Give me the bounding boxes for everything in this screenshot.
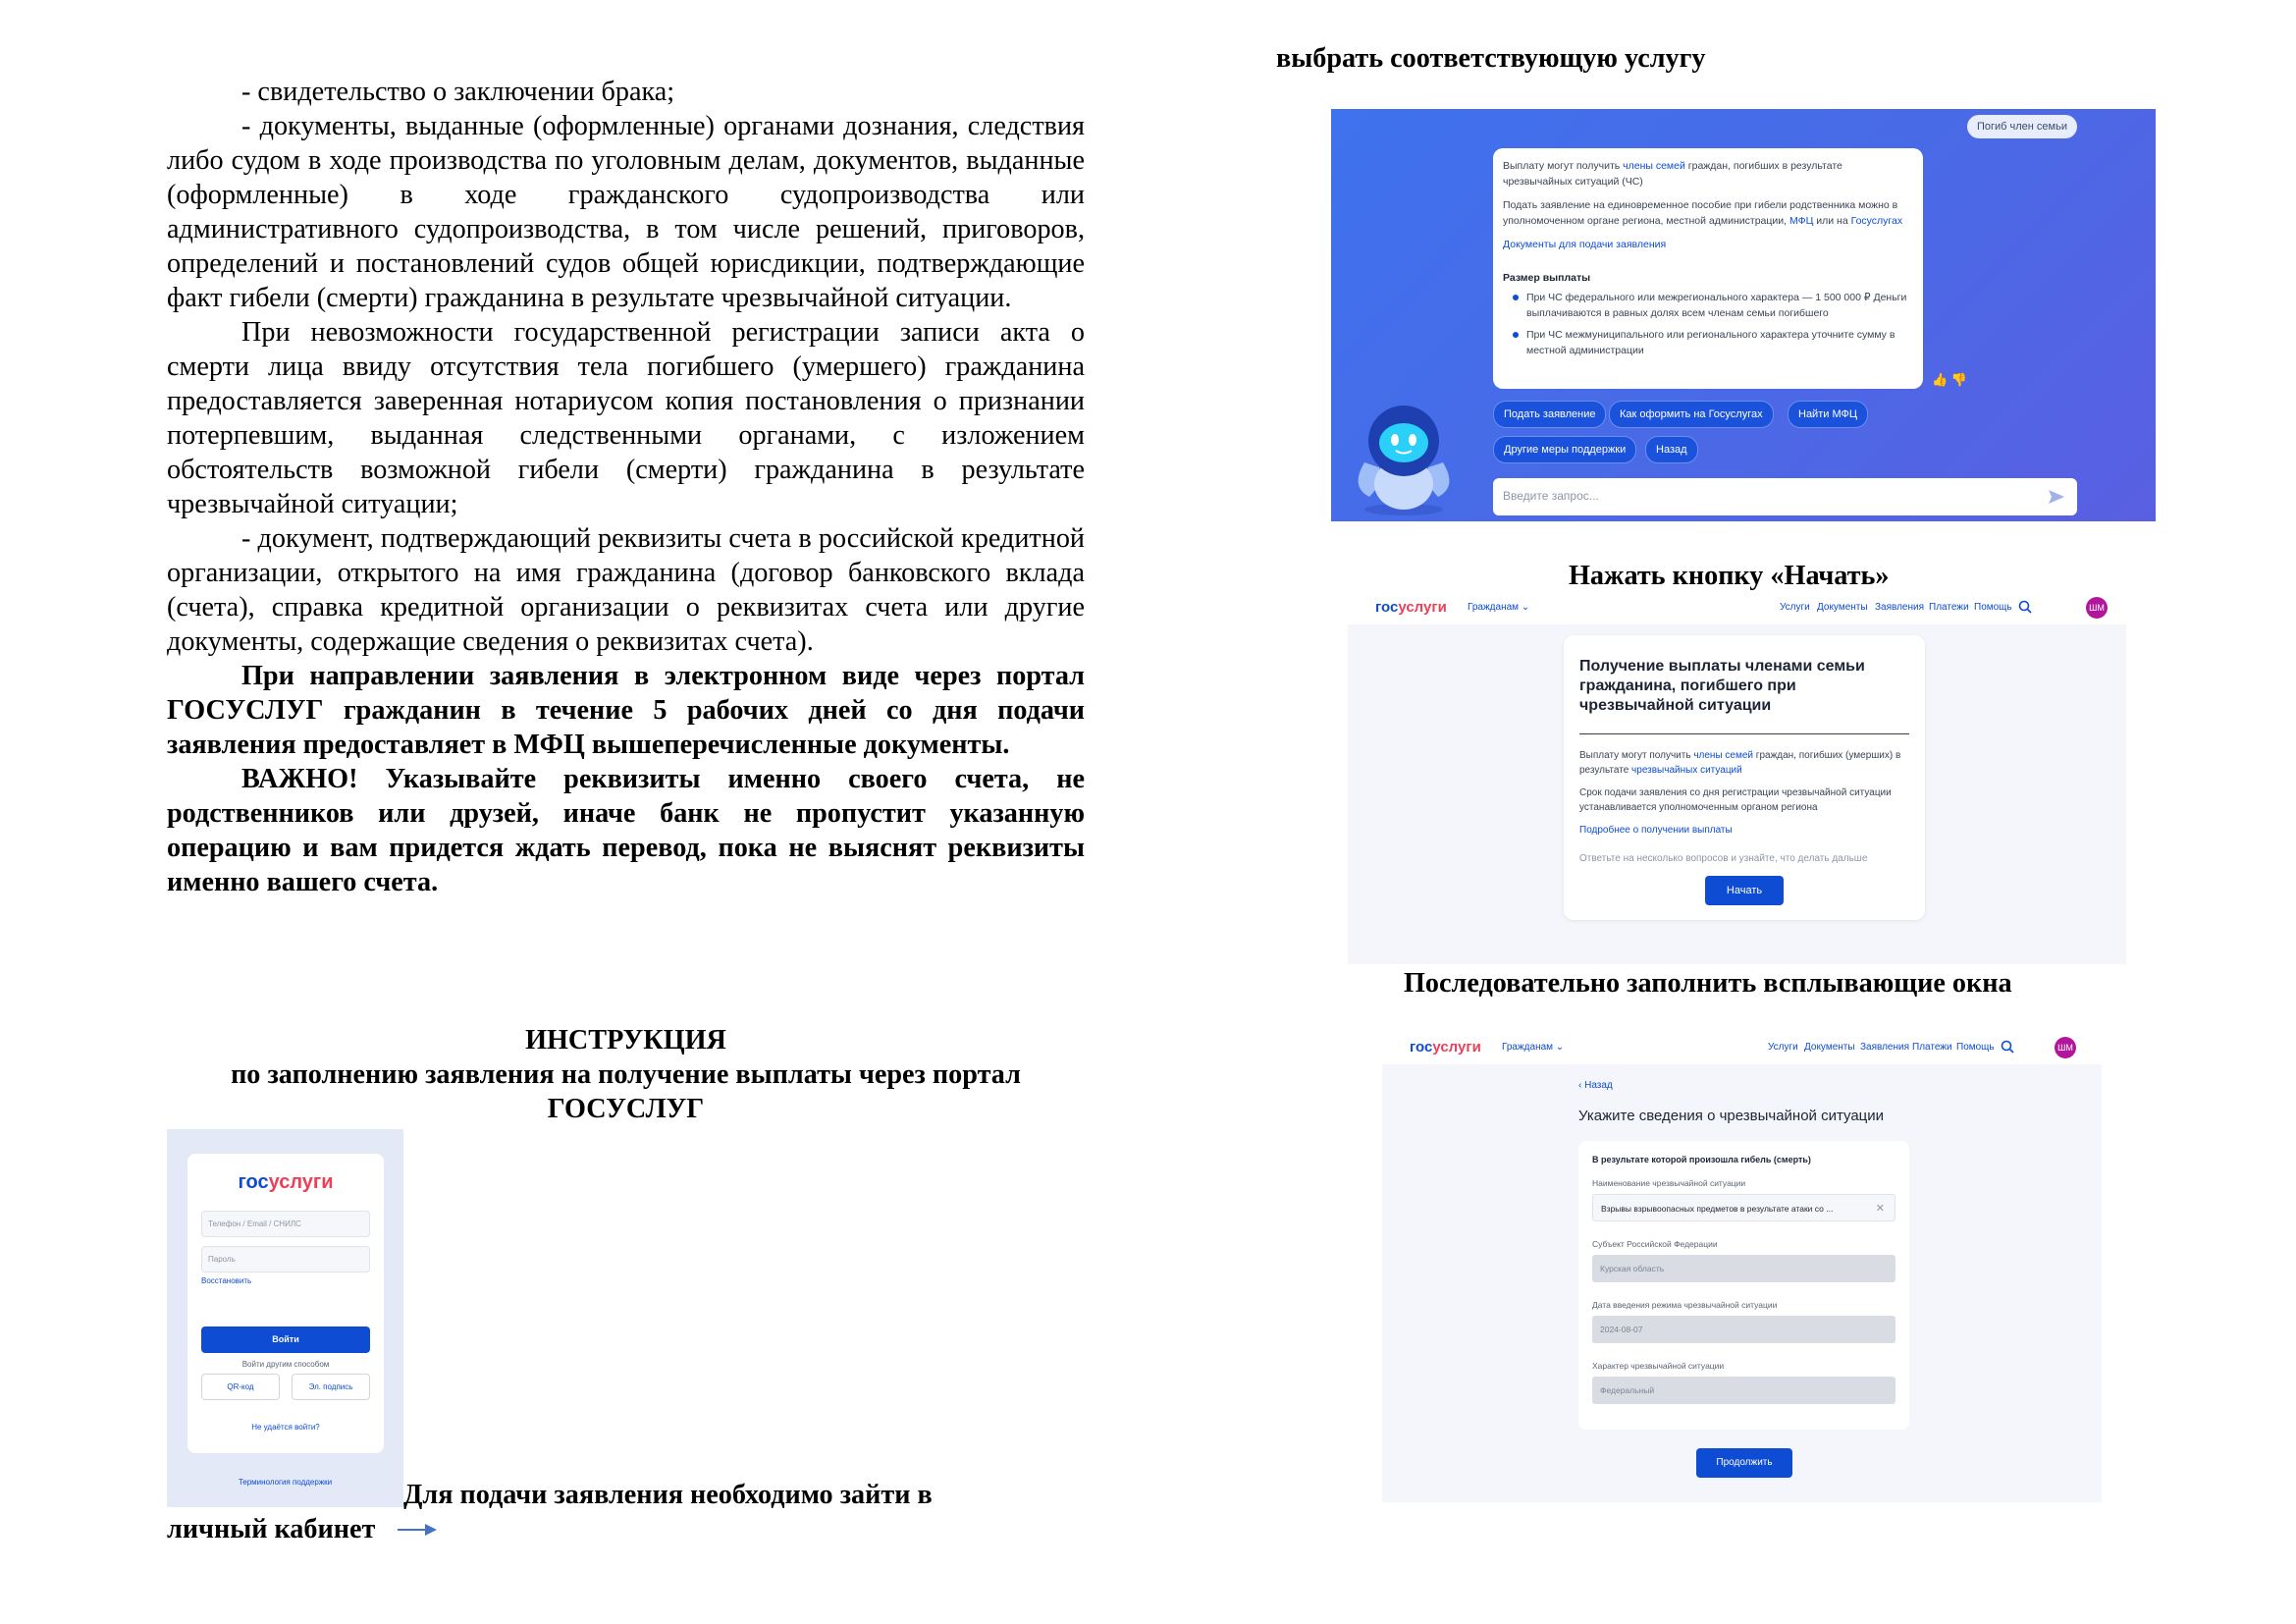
gosuslugi-logo: госуслуги <box>238 1171 334 1193</box>
login-caption: Для подачи заявления необходимо зайти в <box>403 1480 933 1510</box>
robot-assistant-icon <box>1345 394 1463 516</box>
field-label: Дата введения режима чрезвычайной ситуации <box>1592 1300 1778 1310</box>
send-icon[interactable] <box>2048 488 2065 506</box>
amount-title: Размер выплаты <box>1503 272 1591 284</box>
start-button[interactable]: Начать <box>1705 876 1784 905</box>
heading-choose-service: выбрать соответствующую услугу <box>1276 43 1706 74</box>
gosuslugi-logo[interactable]: госуслуги <box>1410 1039 1481 1056</box>
service-title: Получение выплаты членами семьи гражданина, погибшего при чрезвычайной ситуации <box>1579 658 1865 714</box>
paragraph-bold: При направлении заявления в электронном виде через портал ГОСУСЛУГ гражданин в течение 5 рабочих дней со дня подачи заявления предоставляет в МФЦ вышеперечисленные документы. <box>167 661 1085 760</box>
deadline-text: Срок подачи заявления со дня регистрации чрезвычайной ситуации устанавливается уполномоченным органом региона <box>1579 787 1892 813</box>
heading-press-start: Нажать кнопку «Начать» <box>1569 561 1890 591</box>
nav-payments[interactable]: Платежи <box>1912 1042 1952 1053</box>
hint-text: Ответьте на несколько вопросов и узнайте, что делать дальше <box>1579 853 1868 864</box>
heading-fill-popups: Последовательно заполнить всплывающие окна <box>1404 968 2012 999</box>
emergency-form-screenshot <box>1382 1031 2102 1502</box>
footer-link[interactable]: Терминология поддержки <box>238 1478 333 1487</box>
login-button[interactable]: Войти <box>201 1326 370 1353</box>
chip-how-to[interactable]: Как оформить на Госуслугах <box>1609 401 1774 428</box>
other-ways-label: Войти другим способом <box>241 1360 330 1369</box>
instruction-title: ИНСТРУКЦИЯ <box>525 1025 726 1056</box>
region-field: Курская область <box>1592 1255 1896 1282</box>
feedback-icons[interactable]: 👍 👎 <box>1932 372 1967 387</box>
emergency-link[interactable]: чрезвычайных ситуаций <box>1631 765 1742 776</box>
field-label: Характер чрезвычайной ситуации <box>1592 1361 1725 1371</box>
clear-icon[interactable]: ✕ <box>1875 1203 1885 1215</box>
family-link[interactable]: члены семей <box>1623 160 1685 172</box>
chip-apply[interactable]: Подать заявление <box>1493 401 1606 428</box>
instruction-heading <box>167 1023 1085 1126</box>
form-card-heading: В результате которой произошла гибель (смерть) <box>1592 1155 1811 1164</box>
paragraph: - документы, выданные (оформленные) органами дознания, следствия либо судом в ходе производства по уголовным делам, документов, выданные (оформленные) в ходе гражданского судопроизводства или административного судопроизводства, в том числе решений, приговоров, определений и постановлений судов общей юрисдикции, подтверждающие факт гибели (смерти) гражданина в результате чрезвычайной ситуации. <box>167 111 1085 313</box>
field-label: Субъект Российской Федерации <box>1592 1239 1718 1249</box>
password-input[interactable]: Пароль <box>201 1246 370 1272</box>
form-title: Укажите сведения о чрезвычайной ситуации <box>1578 1108 1885 1124</box>
important-note: ВАЖНО! Указывайте реквизиты именно своего счета, не родственников или друзей, иначе банк не пропустит указанную операцию и вам придется ждать перевод, пока не выяснят реквизиты именно вашего счета. <box>167 764 1085 897</box>
gosuslugi-logo[interactable]: госуслуги <box>1375 599 1447 616</box>
portal-header <box>1348 591 2126 624</box>
assistant-message: Выплату могут получить члены семей граждан, погибших в результате чрезвычайных ситуаций (ЧС) Подать заявление на единовременное пособие при гибели родственника можно в уполномоченном органе региона, местной администрации, МФЦ или на Госуслугах Документы для подачи заявления Размер выплаты При ЧС федерального или межрегионального характера — 1 500 000 ₽ Деньги выплачиваются в равных долях всем членам семьи погибшего При ЧС межмуниципального или регионального характера уточните сумму в местной администрации <box>1493 148 1923 389</box>
amount-item: При ЧС межмуниципального или регионального характера уточните сумму в местной администрации <box>1511 327 1913 358</box>
avatar[interactable]: ШМ <box>2086 597 2108 619</box>
nav-documents[interactable]: Документы <box>1817 602 1868 613</box>
more-info-link[interactable]: Подробнее о получении выплаты <box>1579 825 1733 836</box>
body-text <box>167 75 1085 899</box>
paragraph: При невозможности государственной регистрации записи акта о смерти лица ввиду отсутствия тела погибшего (умершего) гражданина предоставляется заверенная нотариусом копия постановления о признании потерпевшим, выданная следственными органами, с изложением обстоятельств возможной гибели (смерти) гражданина в результате чрезвычайной ситуации; <box>167 317 1085 519</box>
login-screenshot <box>167 1129 403 1507</box>
search-icon[interactable] <box>2018 600 2032 614</box>
amount-item: При ЧС федерального или межрегионального характера — 1 500 000 ₽ Деньги выплачиваются в равных долях всем членам семьи погибшего <box>1511 290 1913 321</box>
nav-services[interactable]: Услуги <box>1780 602 1810 613</box>
search-icon[interactable] <box>2001 1040 2014 1054</box>
service-card: Получение выплаты членами семьи гражданина, погибшего при чрезвычайной ситуации Выплату могут получить члены семей граждан, погибших (умерших) в результате чрезвычайных ситуаций Срок подачи заявления со дня регистрации чрезвычайной ситуации устанавливается уполномоченным органом региона Подробнее о получении выплаты Ответьте на несколько вопросов и узнайте, что делать дальше Начать <box>1564 635 1925 920</box>
nav-help[interactable]: Помощь <box>1974 602 2012 613</box>
cant-login-link[interactable]: Не удаётся войти? <box>251 1423 320 1432</box>
nav-documents[interactable]: Документы <box>1804 1042 1855 1053</box>
chip-other-support[interactable]: Другие меры поддержки <box>1493 436 1636 463</box>
audience-dropdown[interactable]: Гражданам ⌄ <box>1468 602 1530 613</box>
service-start-screenshot <box>1348 591 2126 964</box>
mfc-link[interactable]: МФЦ <box>1789 215 1814 227</box>
field-label: Наименование чрезвычайной ситуации <box>1592 1178 1746 1188</box>
ep-login-button[interactable]: Эл. подпись <box>292 1374 370 1400</box>
audience-dropdown[interactable]: Гражданам ⌄ <box>1502 1042 1565 1053</box>
date-field: 2024-08-07 <box>1592 1316 1896 1343</box>
emergency-name-field[interactable]: Взрывы взрывоопасных предметов в результате атаки со ... ✕ <box>1592 1194 1896 1221</box>
arrow-right-icon <box>398 1522 437 1538</box>
nav-help[interactable]: Помощь <box>1956 1042 1995 1053</box>
paragraph: - документ, подтверждающий реквизиты счета в российской кредитной организации, открытого на имя гражданина (договор банковского вклада (счета), справка кредитной организации о реквизитах счета или другие документы, содержащие сведения о реквизитах счета). <box>167 523 1085 657</box>
paragraph: - свидетельство о заключении брака; <box>241 77 675 107</box>
restore-link[interactable]: Восстановить <box>201 1276 252 1285</box>
chat-input[interactable]: Введите запрос... <box>1493 478 2077 515</box>
gosuslugi-link[interactable]: Госуслугах <box>1850 215 1903 227</box>
login-caption: личный кабинет <box>167 1514 376 1544</box>
family-link[interactable]: члены семей <box>1693 750 1754 761</box>
avatar[interactable]: ШМ <box>2055 1037 2076 1058</box>
portal-header <box>1382 1031 2102 1064</box>
continue-button[interactable]: Продолжить <box>1696 1448 1792 1478</box>
chip-find-mfc[interactable]: Найти МФЦ <box>1788 401 1868 428</box>
instruction-subtitle: ГОСУСЛУГ <box>547 1094 705 1124</box>
nav-applications[interactable]: Заявления <box>1860 1042 1910 1053</box>
nav-payments[interactable]: Платежи <box>1929 602 1969 613</box>
login-input[interactable]: Телефон / Email / СНИЛС <box>201 1211 370 1237</box>
documents-link[interactable]: Документы для подачи заявления <box>1503 239 1667 250</box>
login-card <box>187 1154 384 1453</box>
back-link[interactable]: ‹ Назад <box>1578 1080 1613 1091</box>
character-field: Федеральный <box>1592 1377 1896 1404</box>
qr-login-button[interactable]: QR-код <box>201 1374 280 1400</box>
nav-applications[interactable]: Заявления <box>1875 602 1925 613</box>
instruction-subtitle: по заполнению заявления на получение выплаты через портал <box>231 1059 1021 1090</box>
chip-back[interactable]: Назад <box>1645 436 1698 463</box>
user-message: Погиб член семьи <box>1967 115 2077 138</box>
divider <box>1579 733 1909 734</box>
nav-services[interactable]: Услуги <box>1768 1042 1798 1053</box>
assistant-chat-screenshot <box>1331 109 2156 521</box>
form-card <box>1578 1141 1909 1430</box>
